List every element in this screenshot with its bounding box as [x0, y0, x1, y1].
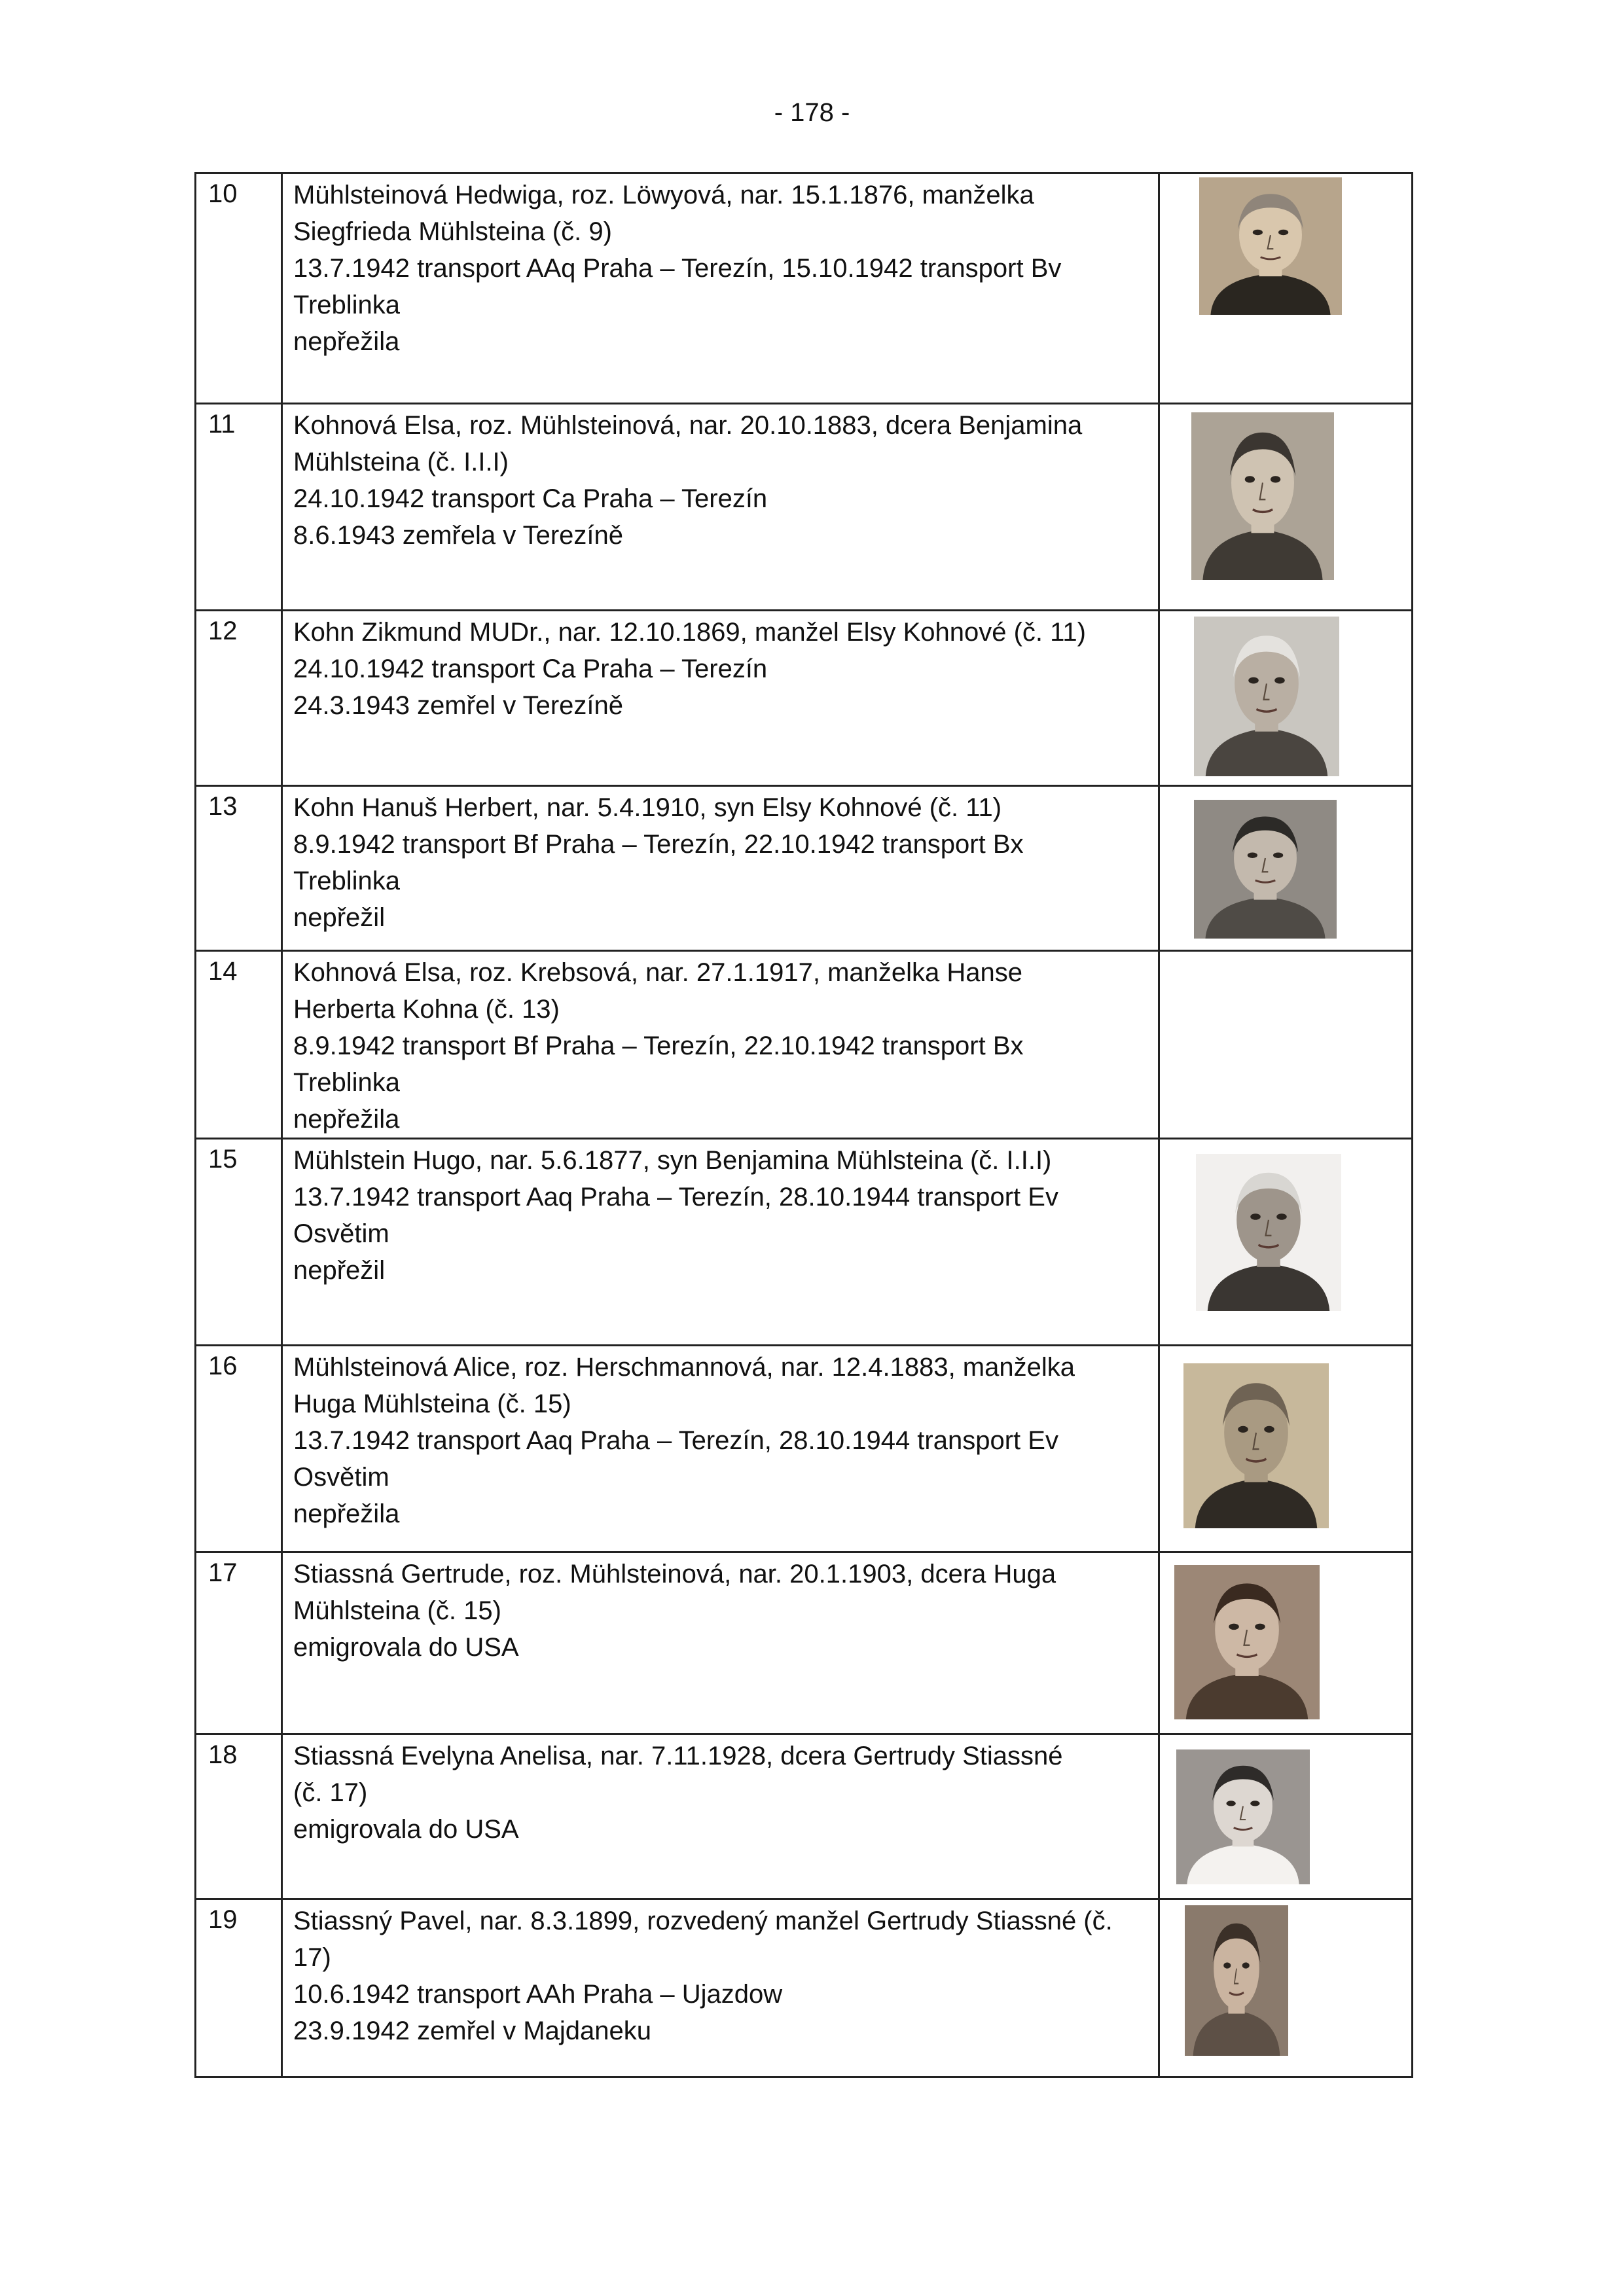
record-line: Mühlstein Hugo, nar. 5.6.1877, syn Benjamina Mühlsteina (č. I.I.I): [293, 1146, 1052, 1175]
record-line: Stiassná Gertrude, roz. Mühlsteinová, nar. 20.1.1903, dcera Huga: [293, 1560, 1056, 1588]
record-line: 13.7.1942 transport Aaq Praha – Terezín, 28.10.1944 transport Ev: [293, 1426, 1058, 1455]
portrait-photo: [1174, 1565, 1320, 1719]
record-line: 8.6.1943 zemřela v Terezíně: [293, 521, 624, 550]
record-line: Mühlsteina (č. I.I.I): [293, 448, 509, 476]
photo-cell: [1159, 1346, 1413, 1552]
photo-cell: [1159, 611, 1413, 786]
table-row: [196, 1346, 1413, 1552]
record-number: 18: [196, 1734, 282, 1899]
record-text: [282, 1139, 1159, 1346]
record-line: emigrovala do USA: [293, 1633, 519, 1662]
photo-cell: [1159, 1734, 1413, 1899]
record-number: 19: [196, 1899, 282, 2077]
record-line: Kohn Zikmund MUDr., nar. 12.10.1869, manžel Elsy Kohnové (č. 11): [293, 618, 1086, 647]
record-line: Treblinka: [293, 1068, 401, 1097]
record-number: 12: [196, 611, 282, 786]
record-line: Mühlsteinová Alice, roz. Herschmannová, nar. 12.4.1883, manželka: [293, 1353, 1075, 1382]
table-row: [196, 1139, 1413, 1346]
record-line: 24.3.1943 zemřel v Terezíně: [293, 691, 624, 720]
record-text: [282, 404, 1159, 611]
record-line: nepřežila: [293, 327, 400, 356]
record-text: [282, 786, 1159, 951]
record-line: emigrovala do USA: [293, 1815, 519, 1844]
record-number: 16: [196, 1346, 282, 1552]
record-line: Herberta Kohna (č. 13): [293, 995, 560, 1024]
record-line: 8.9.1942 transport Bf Praha – Terezín, 22.10.1942 transport Bx: [293, 830, 1024, 859]
record-line: nepřežil: [293, 1256, 386, 1285]
record-line: Osvětim: [293, 1463, 389, 1492]
record-line: Kohnová Elsa, roz. Mühlsteinová, nar. 20.10.1883, dcera Benjamina: [293, 411, 1083, 440]
photo-cell: [1159, 951, 1413, 1139]
table-row: [196, 1552, 1413, 1734]
record-line: Stiassný Pavel, nar. 8.3.1899, rozvedený manžel Gertrudy Stiassné (č.: [293, 1907, 1113, 1935]
record-number: 10: [196, 173, 282, 404]
table-row: [196, 951, 1413, 1139]
page-number: - 178 -: [774, 98, 850, 127]
portrait-photo: [1194, 617, 1339, 776]
portrait-photo: [1196, 1154, 1341, 1311]
record-text: [282, 1734, 1159, 1899]
records-table: [194, 172, 1413, 2078]
record-text: [282, 173, 1159, 404]
record-line: 8.9.1942 transport Bf Praha – Terezín, 22.10.1942 transport Bx: [293, 1031, 1024, 1060]
record-text: [282, 1346, 1159, 1552]
table-row: [196, 173, 1413, 404]
record-text: [282, 611, 1159, 786]
record-line: Treblinka: [293, 867, 401, 895]
photo-cell: [1159, 173, 1413, 404]
record-number: 15: [196, 1139, 282, 1346]
record-line: nepřežil: [293, 903, 386, 932]
photo-cell: [1159, 1899, 1413, 2077]
portrait-photo: [1183, 1363, 1329, 1528]
portrait-photo: [1185, 1905, 1288, 2056]
record-text: [282, 951, 1159, 1139]
record-line: 13.7.1942 transport Aaq Praha – Terezín, 28.10.1944 transport Ev: [293, 1183, 1058, 1211]
table-row: [196, 611, 1413, 786]
record-line: nepřežila: [293, 1105, 400, 1134]
record-line: (č. 17): [293, 1778, 368, 1807]
record-number: 11: [196, 404, 282, 611]
record-line: Mühlsteinová Hedwiga, roz. Löwyová, nar. 15.1.1876, manželka: [293, 181, 1034, 209]
record-text: [282, 1552, 1159, 1734]
record-line: Kohn Hanuš Herbert, nar. 5.4.1910, syn Elsy Kohnové (č. 11): [293, 793, 1002, 822]
photo-cell: [1159, 1552, 1413, 1734]
table-row: [196, 404, 1413, 611]
portrait-photo: [1191, 412, 1334, 580]
record-line: Siegfrieda Mühlsteina (č. 9): [293, 217, 612, 246]
record-number: 17: [196, 1552, 282, 1734]
record-line: nepřežila: [293, 1499, 400, 1528]
record-line: Huga Mühlsteina (č. 15): [293, 1390, 571, 1418]
record-line: Treblinka: [293, 291, 401, 319]
table-row: [196, 1734, 1413, 1899]
record-line: Osvětim: [293, 1219, 389, 1248]
portrait-photo: [1199, 177, 1342, 315]
record-text: [282, 1899, 1159, 2077]
photo-cell: [1159, 786, 1413, 951]
record-line: 17): [293, 1943, 331, 1972]
record-line: 13.7.1942 transport AAq Praha – Terezín, 15.10.1942 transport Bv: [293, 254, 1062, 283]
photo-cell: [1159, 1139, 1413, 1346]
record-line: Stiassná Evelyna Anelisa, nar. 7.11.1928, dcera Gertrudy Stiassné: [293, 1742, 1063, 1770]
record-line: Kohnová Elsa, roz. Krebsová, nar. 27.1.1917, manželka Hanse: [293, 958, 1023, 987]
record-line: 10.6.1942 transport AAh Praha – Ujazdow: [293, 1980, 783, 2009]
record-line: 23.9.1942 zemřel v Majdaneku: [293, 2017, 651, 2045]
table-row: [196, 1899, 1413, 2077]
portrait-photo: [1176, 1749, 1310, 1884]
record-number: 14: [196, 951, 282, 1139]
portrait-photo: [1194, 800, 1337, 939]
record-line: Mühlsteina (č. 15): [293, 1596, 501, 1625]
table-row: [196, 786, 1413, 951]
photo-cell: [1159, 404, 1413, 611]
record-line: 24.10.1942 transport Ca Praha – Terezín: [293, 655, 768, 683]
record-number: 13: [196, 786, 282, 951]
record-line: 24.10.1942 transport Ca Praha – Terezín: [293, 484, 768, 513]
